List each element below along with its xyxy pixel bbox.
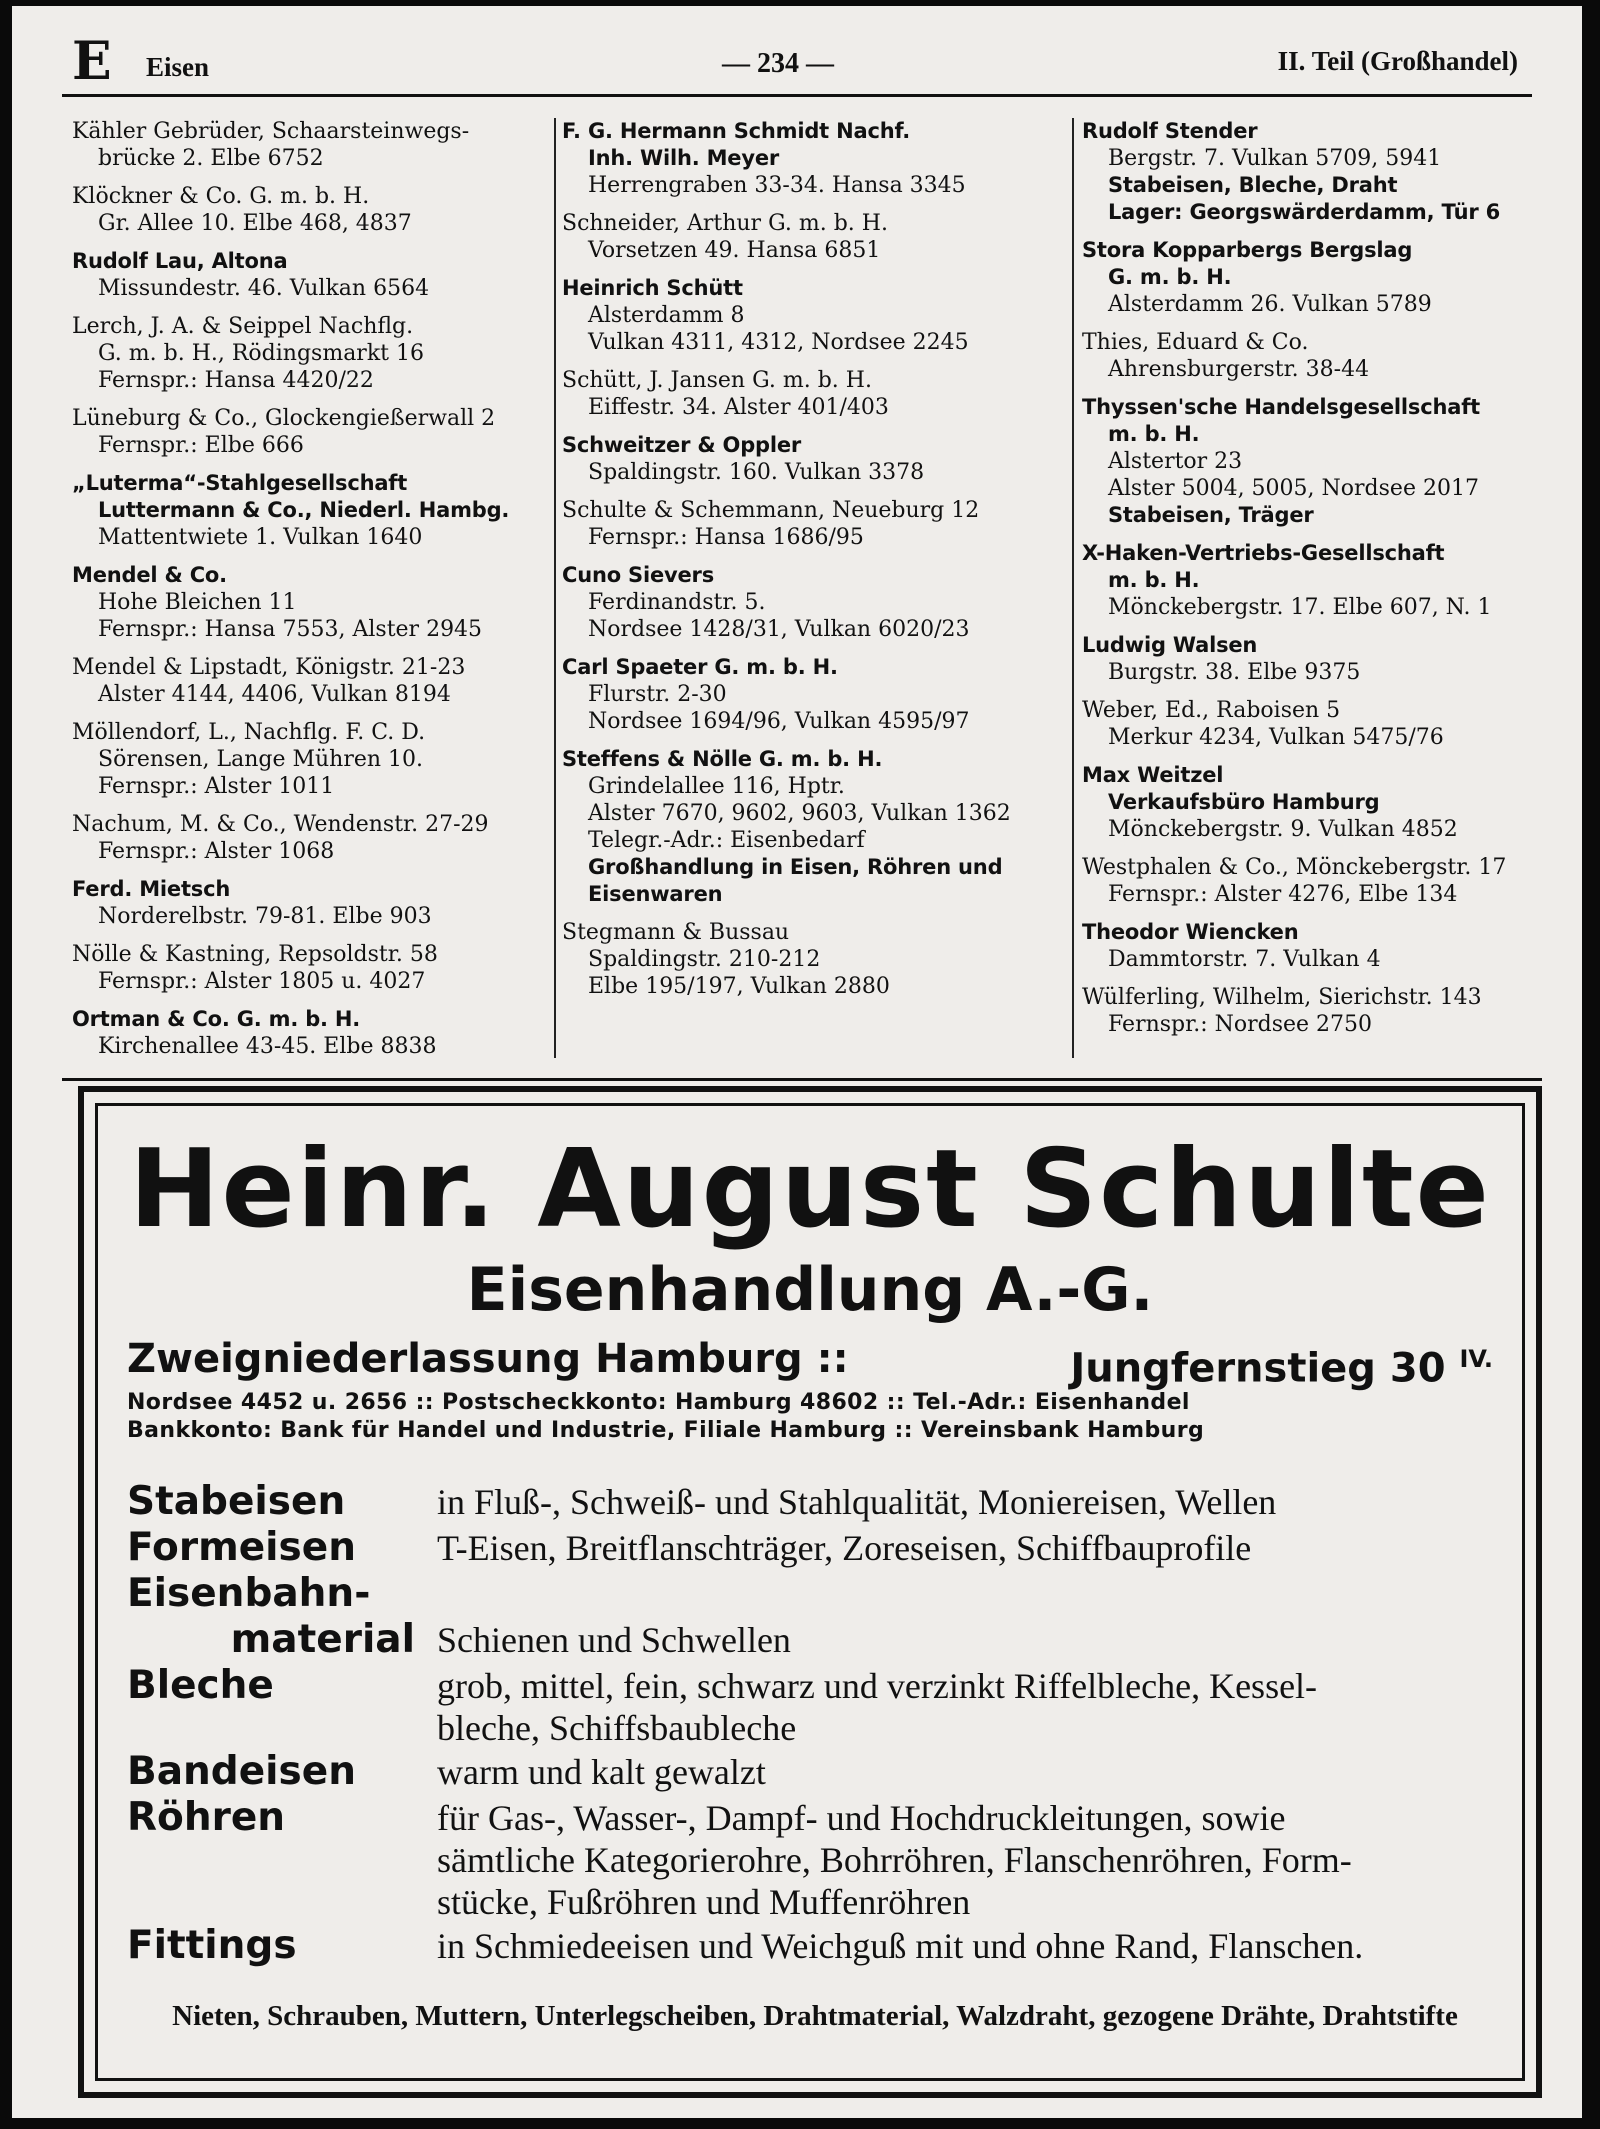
ad-product-name [127,1923,415,1969]
entry-detail-line: Elbe 195/197, Vulkan 2880 [588,974,890,999]
entry-detail-line: Spaldingstr. 210-212 [588,947,821,972]
entry-company-name: Rudolf Lau, Altona [72,249,288,273]
entry-company-name: Theodor Wiencken [1082,920,1299,944]
entry-detail-line: Vulkan 4311, 4312, Nordsee 2245 [588,330,969,355]
entry-detail-line: Gr. Allee 10. Elbe 468, 4837 [98,211,412,236]
entry-detail-line: Flurstr. 2-30 [588,682,727,707]
entry-detail-line: Fernspr.: Nordsee 2750 [1108,1012,1373,1037]
listing-entry [562,432,1067,486]
ad-company-name: Heinr. August Schulte [129,1127,1491,1252]
ad-branch-street: Jungfernstieg 30 [1070,1345,1446,1392]
ad-product-list [127,1479,1503,1969]
entry-detail-line: Alsterdamm 8 [588,303,745,328]
entry-company-name: Schneider, Arthur G. m. b. H. [562,211,888,236]
entry-detail-line: Fernspr.: Alster 4276, Elbe 134 [1108,882,1458,907]
listing-entry [562,654,1067,735]
column-divider [554,118,556,1058]
entry-company-name: Ludwig Walsen [1082,633,1258,657]
entry-detail-line: Fernspr.: Hansa 1686/95 [588,525,864,550]
listing-entry [72,248,552,302]
entry-detail-line: Fernspr.: Hansa 7553, Alster 2945 [98,617,483,642]
listing-entry [562,919,1067,1000]
entry-detail-line: Herrengraben 33-34. Hansa 3345 [588,173,966,198]
listing-column-2 [562,118,1067,1058]
ad-product-description [415,1749,1503,1793]
entry-detail-line: Missundestr. 46. Vulkan 6564 [98,276,430,301]
ad-product-name [127,1479,415,1525]
ad-branch-floor: IV. [1459,1345,1493,1373]
listing-entry [1082,118,1552,226]
entry-detail-line: Ahrensburgerstr. 38-44 [1108,357,1370,382]
entry-detail-line: Verkaufsbüro Hamburg [1108,790,1380,814]
advertisement-frame [84,1092,1536,2092]
entry-detail-line: Mattentwiete 1. Vulkan 1640 [98,525,423,550]
entry-detail-line: Bergstr. 7. Vulkan 5709, 5941 [1108,146,1442,171]
listing-entry [1082,329,1552,383]
entry-company-name: „Luterma“-Stahlgesellschaft [72,471,408,495]
entry-detail-line: Telegr.-Adr.: Eisenbedarf [588,828,865,853]
listing-entry [72,470,552,551]
entry-company-name: Ferd. Mietsch [72,877,231,901]
entry-company-name: Klöckner & Co. G. m. b. H. [72,184,370,209]
advertisement [78,1086,1542,2098]
entry-detail-line: Spaldingstr. 160. Vulkan 3378 [588,460,925,485]
entry-company-name: Mendel & Co. [72,563,227,587]
entry-detail-line: Nordsee 1428/31, Vulkan 6020/23 [588,617,970,642]
listing-entry [72,876,552,930]
ad-product-row [127,1663,1503,1749]
entry-company-name: Steffens & Nölle G. m. b. H. [562,747,883,771]
entry-company-name: Max Weitzel [1082,763,1224,787]
listing-column-3 [1082,118,1552,1058]
listing-entry [562,210,1067,264]
entry-company-name: F. G. Hermann Schmidt Nachf. [562,119,911,143]
ad-product-description-line: stücke, Fußröhren und Muffenröhren [437,1882,971,1922]
ad-product-row [127,1525,1503,1571]
ad-product-description-line: Schienen und Schwellen [437,1620,791,1660]
listing-entry [72,313,552,394]
entry-detail-line: Alstertor 23 [1108,449,1243,474]
listing-entry [1082,632,1552,686]
listing-entry [72,562,552,643]
entry-company-name: Thies, Eduard & Co. [1082,330,1309,355]
entry-detail-line: Grindelallee 116, Hptr. [588,774,845,799]
listing-entry [1082,854,1552,908]
entry-detail-line: brücke 2. Elbe 6752 [98,146,324,171]
ad-product-description [415,1795,1503,1923]
listing-entry [72,811,552,865]
ad-product-name [127,1571,415,1663]
entry-detail-line: Stabeisen, Träger [1108,503,1314,527]
entry-detail-line: m. b. H. [1108,568,1200,592]
listing-entry [72,1006,552,1060]
entry-detail-line: Eiffestr. 34. Alster 401/403 [588,395,889,420]
entry-company-name: Weber, Ed., Raboisen 5 [1082,698,1341,723]
listing-entry [562,562,1067,643]
entry-company-name: Carl Spaeter G. m. b. H. [562,655,838,679]
page-number: — 234 — [722,48,834,79]
entry-detail-line: Burgstr. 38. Elbe 9375 [1108,660,1361,685]
ad-product-description [415,1923,1503,1967]
section-divider [62,1078,1542,1081]
entry-detail-line: Fernspr.: Alster 1011 [98,774,335,799]
entry-detail-line: G. m. b. H., Rödingsmarkt 16 [98,341,424,366]
entry-detail-line: Nordsee 1694/96, Vulkan 4595/97 [588,709,970,734]
entry-detail-line: Fernspr.: Alster 1068 [98,839,335,864]
ad-product-description-line: grob, mittel, fein, schwarz und verzinkt Riffelbleche, Kessel- [437,1666,1318,1706]
entry-detail-line: Alsterdamm 26. Vulkan 5789 [1108,292,1432,317]
entry-detail-line: Kirchenallee 43-45. Elbe 8838 [98,1034,437,1059]
entry-detail-line: Sörensen, Lange Mühren 10. [98,747,424,772]
entry-company-name: Ortman & Co. G. m. b. H. [72,1007,361,1031]
ad-product-description [415,1663,1503,1749]
entry-detail-line: Fernspr.: Elbe 666 [98,433,304,458]
ad-product-name-line: Eisenbahn- [127,1571,371,1616]
entry-detail-line: Großhandlung in Eisen, Röhren und [588,855,1003,879]
entry-company-name: Lüneburg & Co., Glockengießerwall 2 [72,406,496,431]
entry-company-name: Thyssen'sche Handelsgesellschaft [1082,395,1480,419]
ad-branch-address [1070,1335,1493,1392]
entry-company-name: Kähler Gebrüder, Schaarsteinwegs- [72,119,470,144]
entry-company-name: Westphalen & Co., Mönckebergstr. 17 [1082,855,1507,880]
entry-detail-line: G. m. b. H. [1108,265,1232,289]
listing-entry [1082,540,1552,621]
listing-entry [72,183,552,237]
entry-detail-line: Dammtorstr. 7. Vulkan 4 [1108,947,1381,972]
listing-column-1 [72,118,552,1058]
entry-detail-line: Ferdinandstr. 5. [588,590,766,615]
ad-branch-line [127,1335,1493,1392]
entry-company-name: Lerch, J. A. & Seippel Nachflg. [72,314,414,339]
company-listing [62,118,1542,1058]
page-header [62,31,1532,97]
entry-company-name: Stegmann & Bussau [562,920,790,945]
ad-product-description-line: für Gas-, Wasser-, Dampf- und Hochdruckleitungen, sowie [437,1798,1286,1838]
entry-detail-line: Fernspr.: Hansa 4420/22 [98,368,374,393]
entry-company-name: Nachum, M. & Co., Wendenstr. 27-29 [72,812,489,837]
ad-product-description-line: T-Eisen, Breitflanschträger, Zoreseisen, Schiffbauprofile [437,1528,1252,1568]
entry-detail-line: Hohe Bleichen 11 [98,590,297,615]
listing-entry [1082,984,1552,1038]
ad-branch-name: Zweigniederlassung Hamburg :: [127,1336,849,1382]
entry-company-name: Mendel & Lipstadt, Königstr. 21-23 [72,655,466,680]
entry-detail-line: Norderelbstr. 79-81. Elbe 903 [98,904,432,929]
ad-product-name-line: material [230,1617,415,1662]
entry-company-name: Schütt, J. Jansen G. m. b. H. [562,368,872,393]
ad-contact-line: Nordsee 4452 u. 2656 :: Postscheckkonto: Hamburg 48602 :: Tel.-Adr.: Eisenhandel [127,1390,1190,1415]
ad-product-row [127,1479,1503,1525]
listing-entry [562,118,1067,199]
entry-detail-line: Eisenwaren [588,882,723,906]
entry-detail-line: Alster 7670, 9602, 9603, Vulkan 1362 [588,801,1011,826]
ad-product-description-line: bleche, Schiffsbaubleche [437,1708,797,1748]
listing-entry [72,719,552,800]
listing-entry [72,405,552,459]
part-title: II. Teil (Großhandel) [1277,46,1518,76]
entry-company-name: Schulte & Schemmann, Neueburg 12 [562,498,980,523]
entry-detail-line: Mönckebergstr. 17. Elbe 607, N. 1 [1108,595,1492,620]
entry-detail-line: Alster 5004, 5005, Nordsee 2017 [1108,476,1479,501]
entry-company-name: Möllendorf, L., Nachflg. F. C. D. [72,720,426,745]
listing-entry [72,118,552,172]
ad-product-row [127,1749,1503,1795]
ad-product-name-line: Formeisen [127,1525,356,1570]
entry-company-name: Nölle & Kastning, Repsoldstr. 58 [72,942,438,967]
entry-company-name: Rudolf Stender [1082,119,1258,143]
entry-detail-line: Mönckebergstr. 9. Vulkan 4852 [1108,817,1458,842]
section-title: Eisen [146,52,210,82]
ad-product-description [415,1525,1503,1569]
ad-product-name-line: Bleche [127,1663,274,1708]
entry-detail-line: Alster 4144, 4406, Vulkan 8194 [98,682,451,707]
ad-product-description-line: sämtliche Kategorierohre, Bohrröhren, Flanschenröhren, Form- [437,1840,1352,1880]
entry-company-name: Schweitzer & Oppler [562,433,802,457]
ad-product-description [415,1479,1503,1523]
listing-entry [72,941,552,995]
ad-product-name [127,1525,415,1571]
ad-product-row [127,1923,1503,1969]
entry-company-name: Cuno Sievers [562,563,715,587]
entry-detail-line: Luttermann & Co., Niederl. Hambg. [98,498,510,522]
entry-detail-line: m. b. H. [1108,422,1200,446]
listing-entry [562,367,1067,421]
ad-footer: Nieten, Schrauben, Muttern, Unterlegscheiben, Drahtmaterial, Walzdraht, gezogene Drähte, Drahtstifte [172,2000,1458,2032]
ad-bank-line: Bankkonto: Bank für Handel und Industrie, Filiale Hamburg :: Vereinsbank Hamburg [127,1418,1205,1443]
ad-product-row [127,1571,1503,1663]
listing-entry [1082,762,1552,843]
ad-product-description-line: in Fluß-, Schweiß- und Stahlqualität, Moniereisen, Wellen [437,1482,1277,1522]
entry-company-name: X-Haken-Vertriebs-Gesellschaft [1082,541,1445,565]
ad-product-name-line: Stabeisen [127,1479,346,1524]
ad-company-subtitle: Eisenhandlung A.-G. [466,1255,1154,1325]
ad-product-row [127,1795,1503,1923]
ad-product-name [127,1795,415,1841]
entry-company-name: Stora Kopparbergs Bergslag [1082,238,1413,262]
column-divider [1072,118,1074,1058]
entry-detail-line: Merkur 4234, Vulkan 5475/76 [1108,725,1444,750]
ad-product-name-line: Röhren [127,1795,286,1840]
ad-product-name [127,1663,415,1709]
entry-detail-line: Fernspr.: Alster 1805 u. 4027 [98,969,426,994]
entry-detail-line: Vorsetzen 49. Hansa 6851 [588,238,881,263]
ad-product-description [415,1571,1503,1661]
ad-product-description-line: in Schmiedeeisen und Weichguß mit und ohne Rand, Flanschen. [437,1926,1364,1966]
ad-product-name-line: Fittings [127,1923,297,1968]
entry-detail-line: Inh. Wilh. Meyer [588,146,780,170]
listing-entry [562,497,1067,551]
listing-entry [1082,237,1552,318]
ad-product-name-line: Bandeisen [127,1749,356,1794]
listing-entry [1082,697,1552,751]
entry-detail-line: Stabeisen, Bleche, Draht [1108,173,1398,197]
listing-entry [1082,919,1552,973]
entry-detail-line: Lager: Georgswärderdamm, Tür 6 [1108,200,1501,224]
ad-product-description-line: warm und kalt gewalzt [437,1752,766,1792]
directory-page [12,6,1582,2118]
ad-product-name [127,1749,415,1795]
listing-entry [72,654,552,708]
section-letter: E [72,31,112,92]
listing-entry [562,275,1067,356]
listing-entry [1082,394,1552,529]
listing-entry [562,746,1067,908]
entry-company-name: Heinrich Schütt [562,276,743,300]
entry-company-name: Wülferling, Wilhelm, Sierichstr. 143 [1082,985,1482,1010]
